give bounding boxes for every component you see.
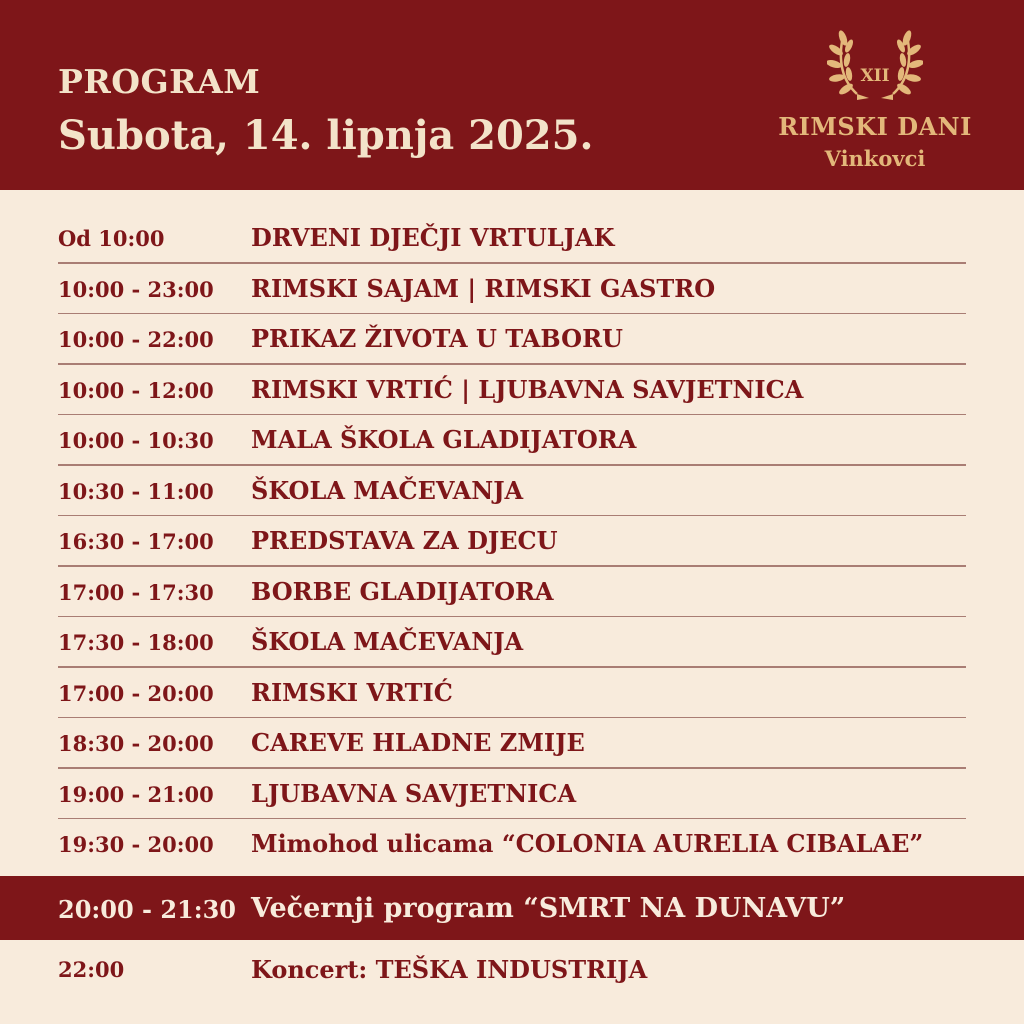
row-time: 10:00 - 12:00: [58, 377, 214, 403]
row-event: DRVENI DJEČJI VRTULJAK: [251, 223, 615, 252]
schedule-row: [0, 668, 1024, 719]
schedule-row: [0, 415, 1024, 466]
row-event: RIMSKI SAJAM | RIMSKI GASTRO: [251, 273, 716, 303]
schedule-row: [0, 365, 1024, 416]
concert-time: 22:00: [58, 957, 125, 982]
row-event: RIMSKI VRTIĆ: [251, 677, 453, 707]
schedule-row: [0, 617, 1024, 668]
row-time: Od 10:00: [58, 226, 165, 251]
row-event: LJUBAVNA SAVJETNICA: [251, 778, 577, 808]
schedule-row: [0, 264, 1024, 315]
edition-numeral: XII: [860, 66, 890, 86]
schedule-row: [0, 314, 1024, 365]
schedule-list: [0, 213, 1024, 870]
schedule-row: [0, 213, 1024, 264]
row-time: 10:00 - 22:00: [58, 327, 214, 352]
row-time: 18:30 - 20:00: [58, 731, 214, 756]
schedule-row: [0, 466, 1024, 517]
row-time: 10:00 - 10:30: [58, 428, 214, 453]
row-time: 17:30 - 18:00: [58, 630, 214, 655]
row-event: MALA ŠKOLA GLADIJATORA: [251, 425, 637, 454]
row-event: PRIKAZ ŽIVOTA U TABORU: [251, 324, 623, 353]
row-event: PREDSTAVA ZA DJECU: [251, 526, 558, 555]
row-event: CAREVE HLADNE ZMIJE: [251, 728, 585, 757]
header-banner: [0, 0, 1024, 190]
program-label: PROGRAM: [58, 62, 261, 101]
highlight-event: Večernji program “SMRT NA DUNAVU”: [251, 893, 846, 924]
row-event: BORBE GLADIJATORA: [251, 576, 554, 606]
concert-event: Koncert: TEŠKA INDUSTRIJA: [251, 955, 648, 984]
row-time: 16:30 - 17:00: [58, 529, 214, 554]
logo-brand: RIMSKI DANI: [778, 112, 972, 141]
row-event: RIMSKI VRTIĆ | LJUBAVNA SAVJETNICA: [251, 374, 804, 404]
schedule-row: [0, 769, 1024, 820]
highlight-time: 20:00 - 21:30: [58, 895, 236, 924]
laurel-wreath-icon: [827, 22, 923, 102]
row-time: 19:00 - 21:00: [58, 781, 214, 807]
schedule-row: [0, 567, 1024, 618]
row-event: Mimohod ulicama “COLONIA AURELIA CIBALAE”: [251, 829, 924, 858]
schedule-row: [0, 819, 1024, 870]
rimski-dani-logo: [770, 20, 980, 180]
schedule-row: [0, 516, 1024, 567]
row-time: 19:30 - 20:00: [58, 832, 214, 857]
row-time: 17:00 - 17:30: [58, 579, 214, 605]
row-event: ŠKOLA MAČEVANJA: [251, 627, 524, 656]
row-time: 10:30 - 11:00: [58, 478, 214, 504]
logo-city: Vinkovci: [824, 146, 926, 171]
program-date: Subota, 14. lipnja 2025.: [58, 112, 594, 159]
row-time: 10:00 - 23:00: [58, 276, 214, 302]
evening-program-highlight: [0, 876, 1024, 940]
row-event: ŠKOLA MAČEVANJA: [251, 475, 524, 505]
row-time: 17:00 - 20:00: [58, 680, 214, 706]
concert-row: [0, 940, 1024, 1000]
schedule-row: [0, 718, 1024, 769]
